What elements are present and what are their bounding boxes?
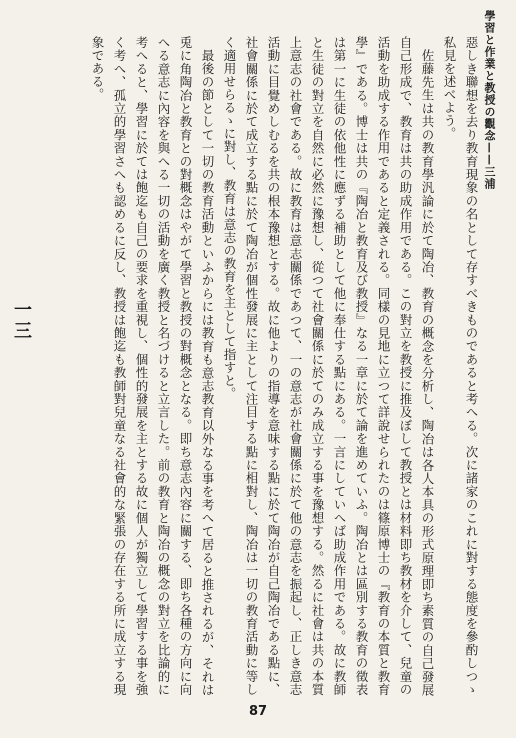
running-head: 學習と作業と教授の觀念——三浦 xyxy=(483,10,496,190)
paragraph: 佐藤先生は共の教育學汎論に於て陶冶、教育の概念を分析し、陶冶は各人本具の形式原理即ち素質の自己發展自己形成で、教育は共の助成作用である。この對立を教授に推及ぼして教授とは材料即ち教材を介して、兒童の活動を助成する作用であると定義される。同樣の見地に立つて詳說せられたのは篠原博士の『教育の本質と教育學』である。博士は共の『陶冶と教育及び教授』なる一章に於て論を進めていふ。陶冶とは區別する教育の徵表は第一に生徒の依他性に應ずる補助として他に奉仕する點にある。一言にしていへば助成作用である。故に教師と生徒の對立を自然に必然に豫想し、從つて社會關係に於てのみ成立する事を豫想する。然るに社會は共の本質上意志の社會である。故に教育は意志關係であつて、一の意志が社會關係に於て他の意志を振起し、正しき意志活動に目覺めしむるを共の根本豫想とする。故に他よりの指導を意味する點に於て陶冶が自己陶冶である點に、社會關係に於て成立する點に於て陶冶が個性發展に主として注目する點に相對し、陶冶は一切の教育活動に等しく適用せらるゝに對し、教育は意志の教育を主として指すと。 xyxy=(222,36,435,697)
margin-section-number: 一三 xyxy=(11,300,32,342)
paragraph: 惡しき聯想を去り教育現象の名として存すべきものであると考へる。次に諸家のこれに對する態度を參酌しつゝ私見を述べよう。 xyxy=(442,36,479,696)
page-number: 87 xyxy=(248,704,268,719)
body-text xyxy=(42,36,482,696)
paragraph: 最後の節として一切の教育活動といふからには教育も意志教育以外なる事を考へて居ると推されるが、それは兎に角陶冶と教育との對概念はやがて學習と教授の對概念となる。即ち意志內容に關する、即ち各種の方向に向へる意志に內容を與へる一切の活動を廣く教授と名づけると立言した。前の教育と陶冶の概念の對立を比論的に考へると、學習に於ては飽迄も自己の要求を重視し、個性的發展を主とする故に個人が獨立して學習する事を強く考へ、孤立的學習さへも認めるに反し、教授は飽迄も教師對兒童なる社會的な緊張の存在する所に成立する現象である。 xyxy=(90,36,215,697)
